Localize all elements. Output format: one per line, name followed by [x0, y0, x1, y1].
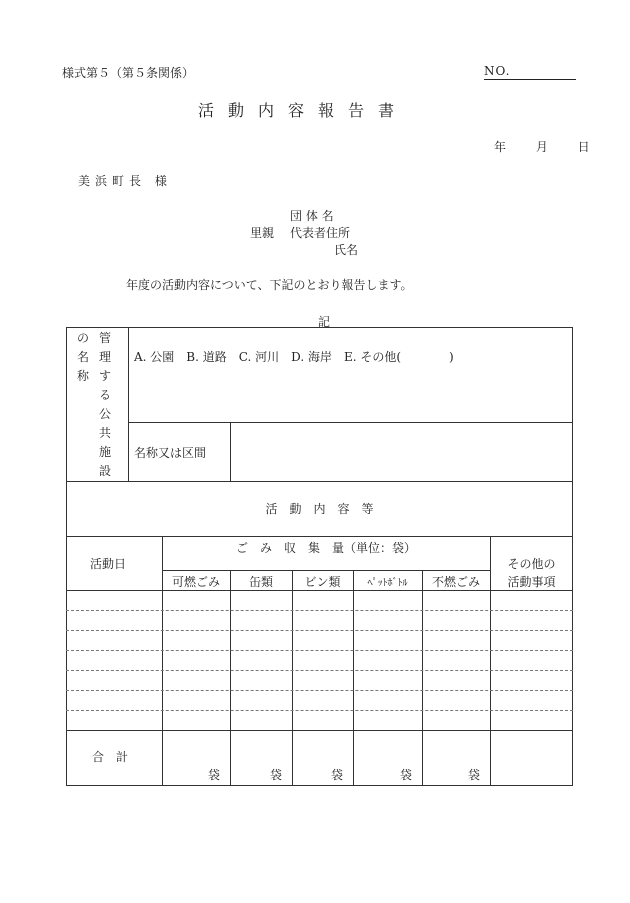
- facility-vertical-label-col1: の 名 称: [76, 331, 89, 383]
- document-number-label: NO.: [484, 64, 511, 78]
- ki-heading: 記: [318, 315, 331, 329]
- facility-bottom-line: [66, 481, 573, 482]
- activity-content-header: 活 動 内 容 等: [265, 502, 374, 516]
- garbage-subheader-line: [162, 570, 490, 571]
- section-label-divider: [230, 422, 231, 481]
- total-label: 合 計: [92, 750, 129, 764]
- col-header-pet-bottles: ﾍﾟｯﾄﾎﾞﾄﾙ: [367, 578, 408, 589]
- col-header-cans: 缶類: [248, 575, 273, 589]
- name-label: 氏名: [334, 243, 359, 257]
- representative-address-label: 代表者住所: [290, 226, 351, 240]
- header-bottom-line: [66, 590, 573, 591]
- pet-bag-unit: 袋: [400, 768, 413, 782]
- row-divider: [66, 650, 573, 651]
- row-divider: [66, 610, 573, 611]
- nonburnable-bag-unit: 袋: [468, 768, 481, 782]
- col-line-pet: [422, 570, 423, 786]
- col-line-cans: [292, 570, 293, 786]
- intro-text: 年度の活動内容について、下記のとおり報告します。: [126, 278, 413, 292]
- section-name-label: 名称又は区間: [134, 446, 207, 460]
- total-row-top-line: [66, 730, 573, 731]
- garbage-amount-header: ご み 収 集 量（単位：袋）: [235, 541, 416, 555]
- row-divider: [66, 670, 573, 671]
- addressee: 美浜町長 様: [78, 174, 172, 188]
- row-divider: [66, 630, 573, 631]
- facility-row-divider: [128, 422, 573, 423]
- bottles-bag-unit: 袋: [331, 768, 344, 782]
- activity-header-bottom-line: [66, 536, 573, 537]
- document-number-field: [484, 79, 576, 80]
- document-title: 活動内容報告書: [198, 101, 409, 120]
- group-name-label: 団 体 名: [290, 209, 334, 223]
- col-line-burnable: [230, 570, 231, 786]
- col-line-bottles: [353, 570, 354, 786]
- col-header-nonburnable: 不燃ごみ: [431, 575, 480, 589]
- col-header-burnable: 可燃ごみ: [171, 575, 220, 589]
- col-header-bottles: ビン類: [304, 575, 341, 589]
- satooya-label: 里親: [250, 226, 275, 240]
- facility-type-options: A. 公園 B. 道路 C. 河川 D. 海岸 E. その他( ): [134, 350, 454, 364]
- activity-date-header: 活動日: [90, 557, 127, 571]
- facility-label-divider: [128, 327, 129, 481]
- row-divider: [66, 710, 573, 711]
- other-activities-header-line2: 活動事項: [507, 575, 556, 589]
- burnable-bag-unit: 袋: [208, 768, 221, 782]
- facility-vertical-label-col2: 管 理 す る 公 共 施 設: [98, 331, 111, 478]
- cans-bag-unit: 袋: [270, 768, 283, 782]
- section-name-field[interactable]: [236, 430, 566, 474]
- other-activities-header-line1: その他の: [507, 557, 556, 571]
- form-number: 様式第５（第５条関係）: [62, 66, 195, 80]
- date-line: 年 月 日: [494, 140, 590, 154]
- row-divider: [66, 690, 573, 691]
